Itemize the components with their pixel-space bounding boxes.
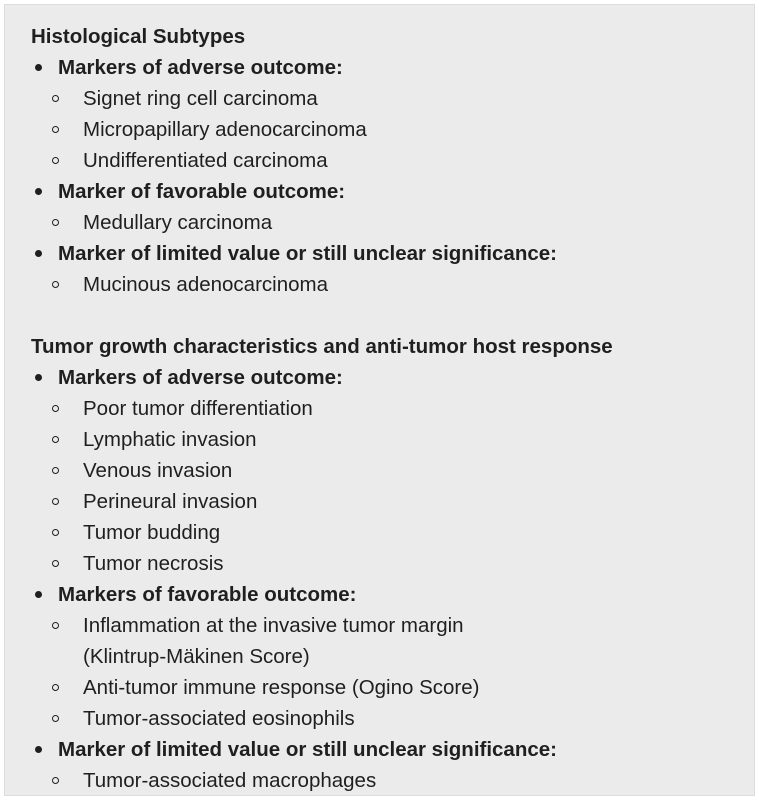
- list-item: [31, 455, 732, 486]
- circle-bullet-icon: [52, 436, 59, 443]
- circle-bullet-icon: [52, 622, 59, 629]
- list-item-label: Lymphatic invasion: [83, 428, 257, 451]
- list-item: [31, 393, 732, 424]
- info-box: [4, 4, 755, 796]
- list-item: [31, 486, 732, 517]
- group-heading: [31, 238, 732, 269]
- circle-bullet-icon: [52, 560, 59, 567]
- circle-bullet-icon: [52, 157, 59, 164]
- group-heading-label: Markers of adverse outcome:: [58, 366, 343, 389]
- group-heading-label: Marker of limited value or still unclear significance:: [58, 242, 557, 265]
- list-item: [31, 145, 732, 176]
- list-item: [31, 424, 732, 455]
- list-item-label: Anti-tumor immune response (Ogino Score): [83, 676, 480, 699]
- section-spacer: [31, 300, 732, 331]
- bullet-icon: [35, 64, 42, 71]
- list-item: [31, 517, 732, 548]
- circle-bullet-icon: [52, 715, 59, 722]
- list-item-label: Tumor necrosis: [83, 552, 224, 575]
- bullet-icon: [35, 374, 42, 381]
- circle-bullet-icon: [52, 684, 59, 691]
- list-item-label: Tumor-associated eosinophils: [83, 707, 355, 730]
- bullet-icon: [35, 188, 42, 195]
- list-item-label: Venous invasion: [83, 459, 233, 482]
- list-item: [31, 765, 732, 796]
- group-heading-label: Marker of limited value or still unclear significance:: [58, 738, 557, 761]
- group-heading-label: Markers of favorable outcome:: [58, 583, 357, 606]
- list-item: [31, 114, 732, 145]
- list-item: [31, 610, 732, 672]
- circle-bullet-icon: [52, 529, 59, 536]
- group-heading-label: Marker of favorable outcome:: [58, 180, 346, 203]
- bullet-icon: [35, 746, 42, 753]
- list-item-label: Micropapillary adenocarcinoma: [83, 118, 367, 141]
- group-heading: [31, 579, 732, 610]
- section-histological-subtypes: [31, 21, 732, 300]
- group-heading: [31, 734, 732, 765]
- group-heading: [31, 176, 732, 207]
- circle-bullet-icon: [52, 126, 59, 133]
- list-item-label: Undifferentiated carcinoma: [83, 149, 328, 172]
- section-title: Tumor growth characteristics and anti-tumor host response: [31, 335, 613, 358]
- list-item-label: Tumor-associated macrophages: [83, 769, 377, 792]
- circle-bullet-icon: [52, 777, 59, 784]
- list-item-label: Signet ring cell carcinoma: [83, 87, 318, 110]
- list-item: [31, 83, 732, 114]
- list-item-label: Inflammation at the invasive tumor margin: [83, 614, 464, 637]
- list-item-label: Medullary carcinoma: [83, 211, 273, 234]
- list-item-label: Tumor budding: [83, 521, 221, 544]
- list-item: [31, 548, 732, 579]
- group-heading: [31, 362, 732, 393]
- list-item-label-continuation: (Klintrup-Mäkinen Score): [83, 645, 310, 668]
- bullet-icon: [35, 250, 42, 257]
- section-tumor-growth: [31, 331, 732, 796]
- list-item: [31, 207, 732, 238]
- circle-bullet-icon: [52, 467, 59, 474]
- group-heading-label: Markers of adverse outcome:: [58, 56, 343, 79]
- bullet-icon: [35, 591, 42, 598]
- circle-bullet-icon: [52, 498, 59, 505]
- list-item: [31, 703, 732, 734]
- list-item-label: Mucinous adenocarcinoma: [83, 273, 328, 296]
- list-item: [31, 269, 732, 300]
- circle-bullet-icon: [52, 281, 59, 288]
- list-item-label: Poor tumor differentiation: [83, 397, 313, 420]
- circle-bullet-icon: [52, 95, 59, 102]
- circle-bullet-icon: [52, 219, 59, 226]
- list-item-label: Perineural invasion: [83, 490, 258, 513]
- section-title: Histological Subtypes: [31, 25, 246, 48]
- circle-bullet-icon: [52, 405, 59, 412]
- list-item: [31, 672, 732, 703]
- group-heading: [31, 52, 732, 83]
